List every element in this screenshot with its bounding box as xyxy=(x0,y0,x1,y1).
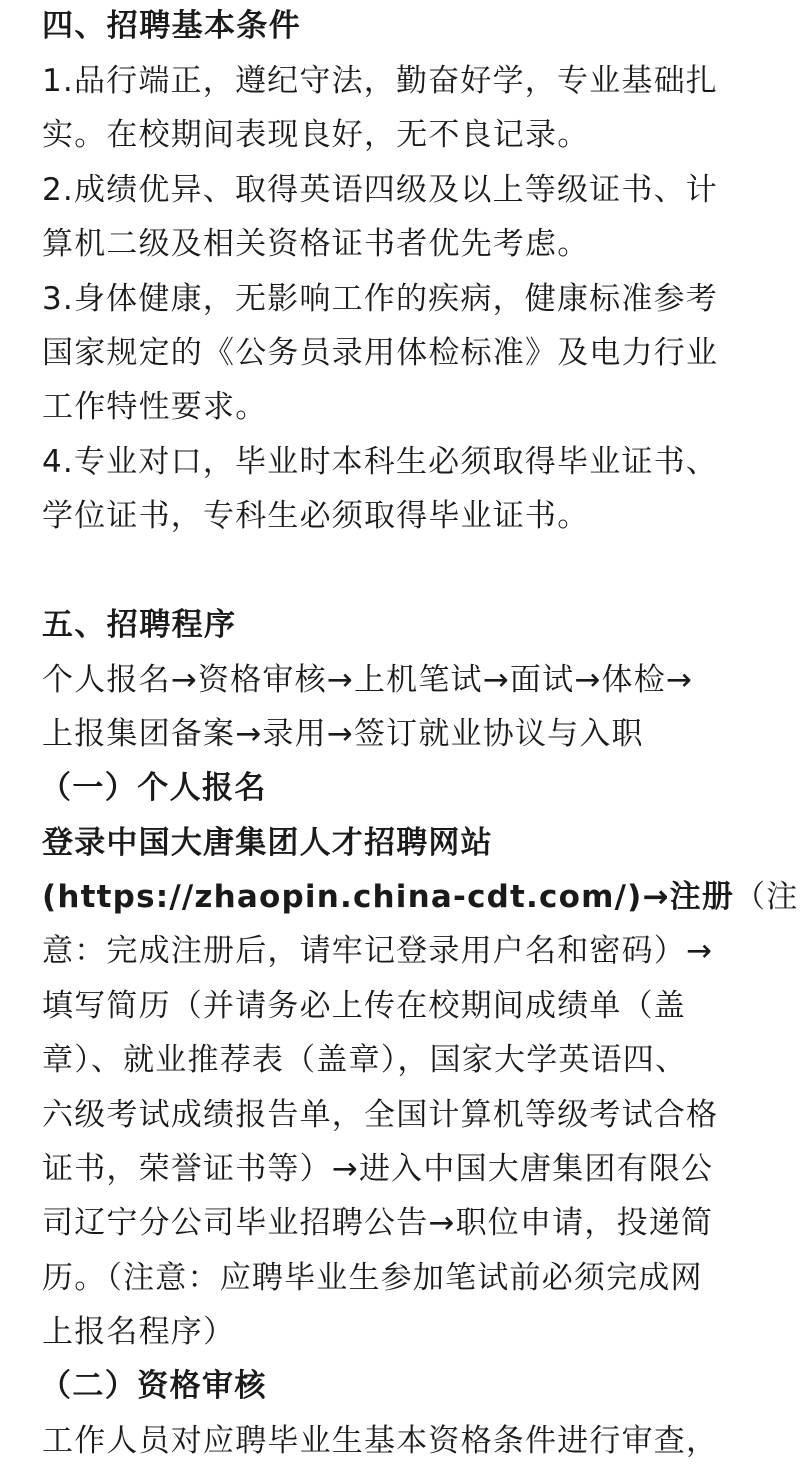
paragraph-line: 国家规定的《公务员录用体检标准》及电力行业 xyxy=(42,335,719,371)
paragraph-line: 上报名程序） xyxy=(42,1314,236,1350)
paragraph-line: 章）、就业推荐表（盖章），国家大学英语四、 xyxy=(42,1042,688,1078)
paragraph-line: 实。在校期间表现良好，无不良记录。 xyxy=(42,117,590,153)
note-open: （注 xyxy=(734,879,799,915)
paragraph-line: 算机二级及相关资格证书者优先考虑。 xyxy=(42,226,590,262)
paragraph-line: 司辽宁分公司毕业招聘公告→职位申请，投递简 xyxy=(42,1205,714,1241)
section-heading-basic-conditions: 四、招聘基本条件 xyxy=(42,8,302,44)
procedure-flow-line: 上报集团备案→录用→签订就业协议与入职 xyxy=(42,716,644,752)
procedure-flow-line: 个人报名→资格审核→上机笔试→面试→体检→ xyxy=(42,662,694,698)
subsection-heading-registration: （一）个人报名 xyxy=(40,770,267,806)
paragraph-line: 证书，荣誉证书等）→进入中国大唐集团有限公 xyxy=(42,1151,714,1187)
paragraph-line: 学位证书，专科生必须取得毕业证书。 xyxy=(42,498,590,534)
section-heading-recruitment-procedure: 五、招聘程序 xyxy=(42,607,237,643)
paragraph-line: 3.身体健康，无影响工作的疾病，健康标准参考 xyxy=(42,281,718,317)
paragraph-line: 意：完成注册后，请牢记登录用户名和密码）→ xyxy=(42,933,714,969)
paragraph-line: 1.品行端正，遵纪守法，勤奋好学，专业基础扎 xyxy=(42,63,718,99)
subsection-heading-qualification-review: （二）资格审核 xyxy=(40,1368,267,1404)
registration-url: (https://zhaopin.china-cdt.com/)→注册 xyxy=(42,879,735,915)
paragraph-line: 六级考试成绩报告单，全国计算机等级考试合格 xyxy=(42,1097,719,1133)
paragraph-line: 填写简历（并请务必上传在校期间成绩单（盖 xyxy=(42,988,686,1024)
paragraph-line: 4.专业对口，毕业时本科生必须取得毕业证书、 xyxy=(42,444,718,480)
paragraph-line: 2.成绩优异、取得英语四级及以上等级证书、计 xyxy=(42,172,718,208)
paragraph-line: 工作人员对应聘毕业生基本资格条件进行审查， xyxy=(42,1423,719,1459)
registration-site-line: 登录中国大唐集团人才招聘网站 xyxy=(42,825,493,861)
paragraph-line: 工作特性要求。 xyxy=(42,389,268,425)
paragraph-line: 历。（注意：应聘毕业生参加笔试前必须完成网 xyxy=(42,1260,703,1296)
registration-url-line xyxy=(42,877,799,917)
